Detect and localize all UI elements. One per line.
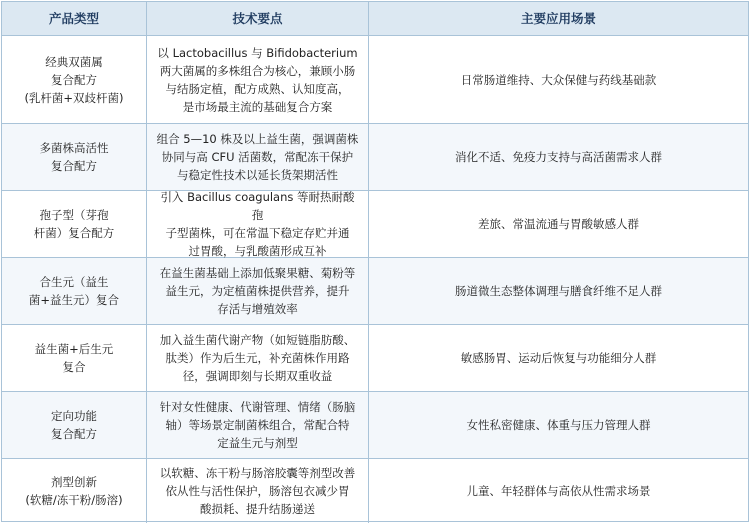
cell-product-type: 孢子型（芽孢 杆菌）复合配方 <box>2 191 147 257</box>
cell-application-scene: 儿童、年轻群体与高依从性需求场景 <box>466 484 651 498</box>
header-tech-points: 技术要点 <box>147 2 369 35</box>
cell-tech-points: 加入益生菌代谢产物（如短链脂肪酸、 肽类）作为后生元，补充菌株作用路 径，强调即刻与长期双重收益 <box>147 325 369 391</box>
header-product-type: 产品类型 <box>2 2 147 35</box>
cell-tech-points: 以 Lactobacillus 与 Bifidobacterium 两大菌属的多株组合为核心，兼顾小肠 与结肠定植，配方成熟、认知度高， 是市场最主流的基础复合方案 <box>147 36 369 123</box>
cell-product-type: 合生元（益生 菌+益生元）复合 <box>2 258 147 324</box>
cell-product-type: 多菌株高活性 复合配方 <box>2 124 147 190</box>
product-table <box>1 1 749 522</box>
table-row <box>2 258 748 325</box>
cell-application-scene: 女性私密健康、体重与压力管理人群 <box>466 418 651 432</box>
table-row <box>2 124 748 191</box>
table-row <box>2 325 748 392</box>
table-row <box>2 459 748 523</box>
cell-product-type: 定向功能 复合配方 <box>2 392 147 458</box>
table-row <box>2 36 748 124</box>
cell-application-scene: 日常肠道维持、大众保健与药线基础款 <box>460 72 657 87</box>
cell-product-type: 益生菌+后生元 复合 <box>2 325 147 391</box>
cell-tech-points: 引入 Bacillus coagulans 等耐热耐酸孢 子型菌株，可在常温下稳定存贮并通 过胃酸，与乳酸菌形成互补 <box>147 191 369 257</box>
cell-application-scene: 差旅、常温流通与胃酸敏感人群 <box>478 217 639 231</box>
table-header-row <box>2 2 748 36</box>
cell-tech-points: 组合 5—10 株及以上益生菌，强调菌株 协同与高 CFU 活菌数，常配冻干保护 与稳定性技术以延长货架期活性 <box>147 124 369 190</box>
cell-tech-points: 针对女性健康、代谢管理、情绪（肠脑 轴）等场景定制菌株组合，常配合特 定益生元与剂型 <box>147 392 369 458</box>
cell-application-scene: 敏感肠胃、运动后恢复与功能细分人群 <box>460 351 657 365</box>
header-application-scene: 主要应用场景 <box>520 10 596 26</box>
table-row <box>2 191 748 258</box>
cell-application-scene: 消化不适、免疫力支持与高活菌需求人群 <box>455 150 662 164</box>
table-row <box>2 392 748 459</box>
cell-product-type: 剂型创新 (软糖/冻干粉/肠溶) <box>2 459 147 523</box>
cell-tech-points: 在益生菌基础上添加低聚果糖、菊粉等 益生元，为定植菌株提供营养，提升 存活与增殖效率 <box>147 258 369 324</box>
cell-tech-points: 以软糖、冻干粉与肠溶胶囊等剂型改善 依从性与活性保护，肠溶包衣减少胃 酸损耗、提升结肠递送 <box>147 459 369 523</box>
cell-application-scene: 肠道微生态整体调理与膳食纤维不足人群 <box>455 284 662 298</box>
cell-product-type: 经典双菌属 复合配方 (乳杆菌+双歧杆菌) <box>2 36 147 123</box>
